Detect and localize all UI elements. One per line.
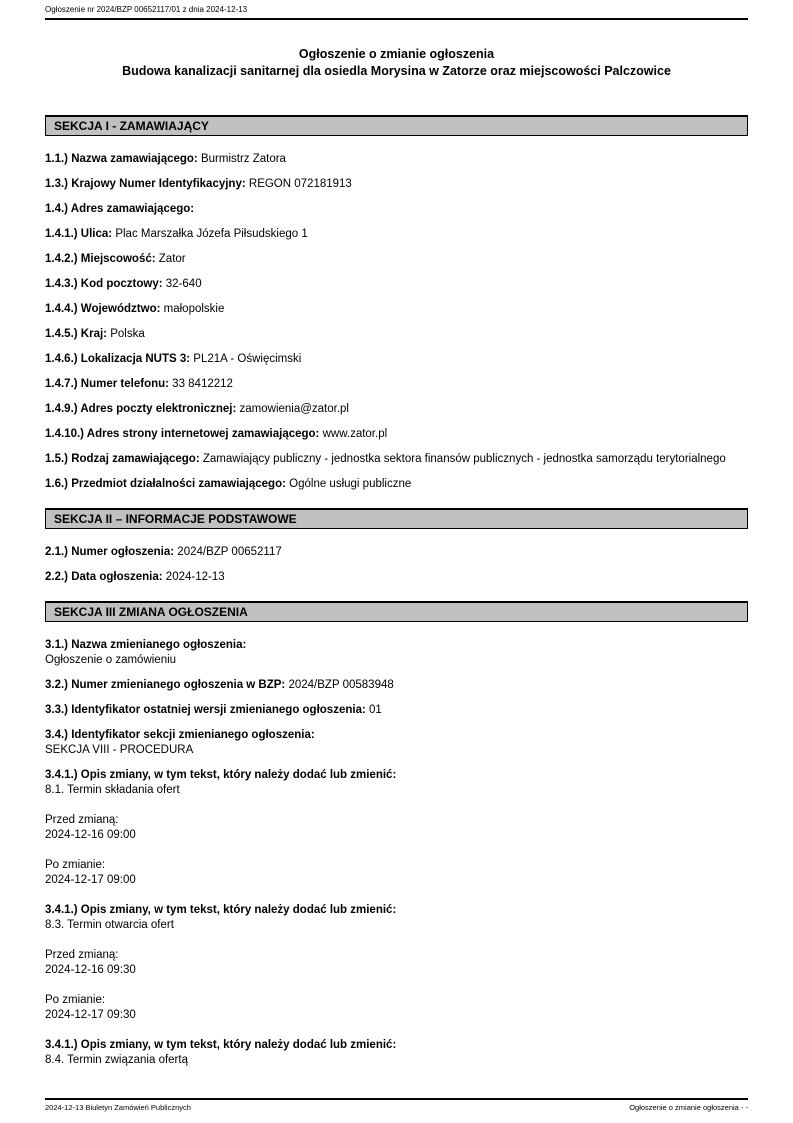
field-2-2	[45, 570, 748, 585]
change-after-a	[45, 858, 748, 888]
field-value: 2024-12-13	[165, 571, 225, 583]
field-value: 8.1. Termin składania ofert	[45, 784, 180, 796]
field-2-1	[45, 545, 748, 560]
field-1-5	[45, 452, 748, 467]
field-1-4-4	[45, 302, 748, 317]
field-label: 1.1.) Nazwa zamawiającego:	[45, 153, 198, 165]
field-1-4-6	[45, 352, 748, 367]
field-1-4-1	[45, 227, 748, 242]
field-1-6	[45, 477, 748, 492]
field-label: 1.3.) Krajowy Numer Identyfikacyjny:	[45, 178, 246, 190]
field-label: 1.4.1.) Ulica:	[45, 228, 113, 240]
field-label: 2.1.) Numer ogłoszenia:	[45, 546, 175, 558]
field-1-4-3	[45, 277, 748, 292]
field-label: 3.4.1.) Opis zmiany, w tym tekst, który należy dodać lub zmienić:	[45, 769, 397, 781]
field-value: Ogłoszenie o zamówieniu	[45, 654, 177, 666]
change-before-b	[45, 948, 748, 978]
field-1-4	[45, 202, 748, 217]
field-3-4-1-c	[45, 1038, 748, 1068]
change-caption: Przed zmianą:	[45, 949, 119, 961]
field-label: 1.4.9.) Adres poczty elektronicznej:	[45, 403, 237, 415]
field-1-4-5	[45, 327, 748, 342]
field-value: REGON 072181913	[248, 178, 352, 190]
field-label: 1.4.7.) Numer telefonu:	[45, 378, 169, 390]
section-header-informacje-podstawowe	[45, 508, 748, 529]
change-value: 2024-12-16 09:00	[45, 829, 136, 841]
announcement-number-note: Ogłoszenie nr 2024/BZP 00652117/01 z dnia 2024-12-13	[45, 5, 248, 14]
field-value: PL21A - Oświęcimski	[193, 353, 302, 365]
field-3-1	[45, 638, 748, 668]
field-value: zamowienia@zator.pl	[239, 403, 349, 415]
field-label: 3.4.) Identyfikator sekcji zmienianego ogłoszenia:	[45, 729, 315, 741]
field-value: Polska	[110, 328, 145, 340]
field-label: 3.3.) Identyfikator ostatniej wersji zmienianego ogłoszenia:	[45, 704, 366, 716]
section-title: SEKCJA II – INFORMACJE PODSTAWOWE	[54, 512, 297, 526]
change-value: 2024-12-17 09:30	[45, 1009, 136, 1021]
change-after-b	[45, 993, 748, 1023]
field-label: 3.1.) Nazwa zmienianego ogłoszenia:	[45, 639, 247, 651]
section-header-zmiana-ogloszenia	[45, 601, 748, 622]
field-label: 1.4.3.) Kod pocztowy:	[45, 278, 163, 290]
field-value: małopolskie	[163, 303, 225, 315]
field-value: Burmistrz Zatora	[200, 153, 286, 165]
document-title	[45, 46, 748, 80]
field-value: 2024/BZP 00652117	[177, 546, 282, 558]
field-label: 3.4.1.) Opis zmiany, w tym tekst, który należy dodać lub zmienić:	[45, 904, 397, 916]
field-value: Plac Marszałka Józefa Piłsudskiego 1	[115, 228, 308, 240]
field-3-4-1-b	[45, 903, 748, 933]
change-caption: Przed zmianą:	[45, 814, 119, 826]
field-value: Zator	[158, 253, 186, 265]
field-label: 3.2.) Numer zmienianego ogłoszenia w BZP:	[45, 679, 286, 691]
change-caption: Po zmianie:	[45, 994, 106, 1006]
change-value: 2024-12-16 09:30	[45, 964, 136, 976]
field-value: 32-640	[165, 278, 202, 290]
document-footer	[45, 1098, 748, 1112]
field-label: 3.4.1.) Opis zmiany, w tym tekst, który należy dodać lub zmienić:	[45, 1039, 397, 1051]
field-value: Ogólne usługi publiczne	[289, 478, 412, 490]
field-value: 33 8412212	[172, 378, 233, 390]
title-line-1: Ogłoszenie o zmianie ogłoszenia	[298, 47, 495, 61]
section-header-zamawiajacy	[45, 115, 748, 136]
footer-left-text: 2024-12-13 Biuletyn Zamówień Publicznych	[45, 1103, 191, 1112]
field-label: 1.4.10.) Adres strony internetowej zamawiającego:	[45, 428, 320, 440]
field-value: 8.3. Termin otwarcia ofert	[45, 919, 174, 931]
field-1-4-7	[45, 377, 748, 392]
field-label: 2.2.) Data ogłoszenia:	[45, 571, 163, 583]
field-value: 01	[369, 704, 382, 716]
section-title: SEKCJA I - ZAMAWIAJĄCY	[54, 119, 209, 133]
field-value: 2024/BZP 00583948	[288, 679, 394, 691]
change-caption: Po zmianie:	[45, 859, 106, 871]
field-label: 1.4.6.) Lokalizacja NUTS 3:	[45, 353, 191, 365]
field-value: 8.4. Termin związania ofertą	[45, 1054, 188, 1066]
field-1-4-10	[45, 427, 748, 442]
document-body	[45, 0, 748, 1078]
field-3-4	[45, 728, 748, 758]
field-1-1	[45, 152, 748, 167]
field-value: www.zator.pl	[322, 428, 388, 440]
field-label: 1.4.) Adres zamawiającego:	[45, 203, 195, 215]
field-3-3	[45, 703, 748, 718]
field-label: 1.6.) Przedmiot działalności zamawiającego:	[45, 478, 286, 490]
footer-right-text: Ogłoszenie o zmianie ogłoszenia - -	[629, 1103, 748, 1112]
change-value: 2024-12-17 09:00	[45, 874, 136, 886]
field-label: 1.4.2.) Miejscowość:	[45, 253, 156, 265]
field-label: 1.5.) Rodzaj zamawiającego:	[45, 453, 200, 465]
field-3-2	[45, 678, 748, 693]
title-line-2: Budowa kanalizacji sanitarnej dla osiedla Morysina w Zatorze oraz miejscowości Palczowice	[122, 64, 671, 78]
change-before-a	[45, 813, 748, 843]
field-value: Zamawiający publiczny - jednostka sektora finansów publicznych - jednostka samorządu terytorialnego	[202, 453, 726, 465]
field-1-4-2	[45, 252, 748, 267]
field-value: SEKCJA VIII - PROCEDURA	[45, 744, 194, 756]
field-1-4-9	[45, 402, 748, 417]
field-label: 1.4.4.) Województwo:	[45, 303, 161, 315]
field-1-3	[45, 177, 748, 192]
section-title: SEKCJA III ZMIANA OGŁOSZENIA	[54, 605, 248, 619]
field-label: 1.4.5.) Kraj:	[45, 328, 107, 340]
field-3-4-1-a	[45, 768, 748, 798]
